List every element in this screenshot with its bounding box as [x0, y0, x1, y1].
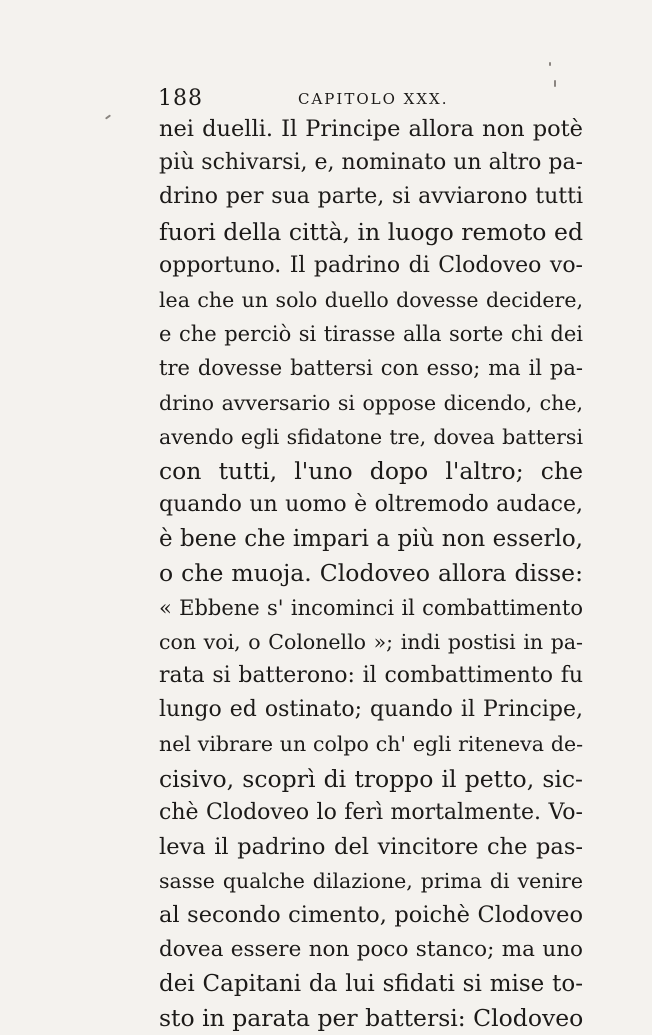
text-line: avendo egli sfidatone tre, dovea battersi [159, 424, 583, 449]
text-line: più schivarsi, e, nominato un altro pa- [159, 150, 583, 176]
text-line: cisivo, scoprì di troppo il petto, sic- [159, 764, 583, 793]
text-line: dei Capitani da lui sfidati si mise to- [159, 970, 583, 997]
text-line: sasse qualche dilazione, prima di venire [159, 869, 583, 894]
text-line: tre dovesse battersi con esso; ma il pa- [159, 356, 583, 381]
paper-speck [554, 80, 556, 87]
text-line: chè Clodoveo lo ferì mortalmente. Vo- [159, 799, 583, 825]
text-line: lungo ed ostinato; quando il Principe, [159, 697, 583, 723]
text-line: drino per sua parte, si avviarono tutti [159, 184, 583, 210]
text-line: dovea essere non poco stanco; ma uno [159, 936, 583, 962]
body-text [159, 112, 583, 1035]
page-number: 188 [158, 86, 203, 111]
text-line: leva il padrino del vincitore che pas- [159, 833, 583, 860]
text-line: « Ebbene s' incominci il combattimento [159, 595, 583, 620]
chapter-title: CAPITOLO XXX. [298, 90, 449, 108]
text-line: drino avversario si oppose dicendo, che, [159, 390, 583, 415]
text-line: e che perciò si tirasse alla sorte chi dei [159, 322, 583, 347]
text-line: al secondo cimento, poichè Clodoveo [159, 902, 583, 929]
text-line: con voi, o Colonello »; indi postisi in pa- [159, 629, 583, 654]
text-line: con tutti, l'uno dopo l'altro; che [159, 456, 583, 485]
text-line: quando un uomo è oltremodo audace, [159, 492, 583, 518]
text-line: o che muoja. Clodoveo allora disse: [159, 559, 583, 588]
paper-speck [105, 114, 111, 119]
text-line: nel vibrare un colpo ch' egli riteneva de- [159, 732, 583, 757]
text-line: nei duelli. Il Principe allora non potè [159, 116, 583, 142]
text-line: opportuno. Il padrino di Clodoveo vo- [159, 252, 583, 278]
paper-speck [549, 62, 551, 66]
text-line: lea che un solo duello dovesse decidere, [159, 287, 583, 312]
text-line: sto in parata per battersi: Clodoveo [159, 1003, 584, 1032]
text-line: rata si batterono: il combattimento fu [159, 663, 583, 688]
text-line: fuori della città, in luogo remoto ed [159, 217, 583, 246]
text-line: è bene che impari a più non esserlo, [159, 526, 583, 553]
